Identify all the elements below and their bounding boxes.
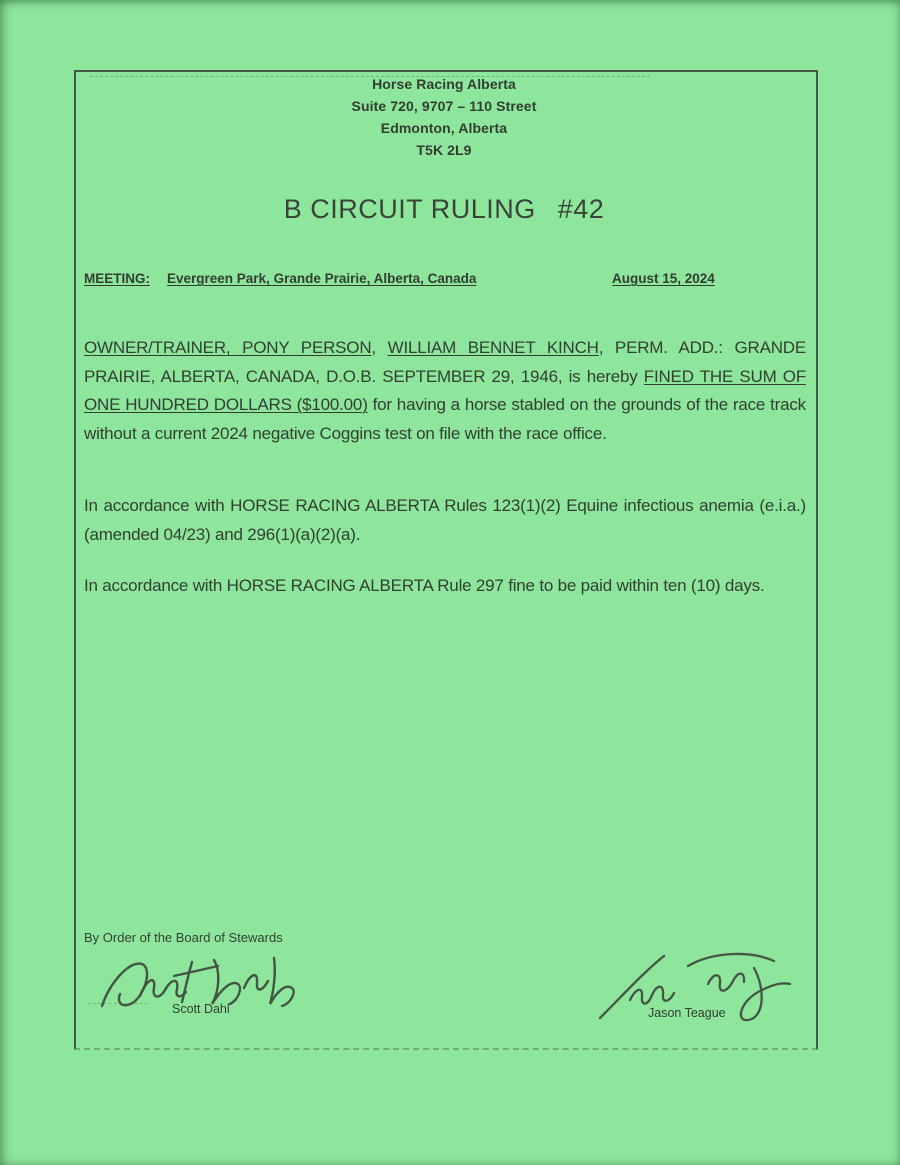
text-segment: , PERM. ADD.: GRANDE PRAIRIE, ALBERTA, CANADA, D.O.B. SEPTEMBER 29, 1946, is hereby <box>84 338 807 386</box>
letterhead-postal-code: T5K 2L9 <box>416 142 472 158</box>
letterhead-city: Edmonton, Alberta <box>380 120 508 136</box>
text-segment: for having a horse stabled on the grounds of the race track without a current 2024 negative Coggins test on file with the race office. <box>84 395 806 443</box>
ruling-paragraph-2: In accordance with HORSE RACING ALBERTA Rules 123(1)(2) Equine infectious anemia (e.i.a.) (amended 04/23) and 296(1)(a)(2)(a). <box>84 496 806 544</box>
document-title-text: B CIRCUIT RULING <box>283 194 536 224</box>
meeting-location: Evergreen Park, Grande Prairie, Alberta, Canada <box>167 271 477 286</box>
document-title <box>74 194 814 225</box>
steward-name: Jason Teague <box>648 1006 726 1020</box>
text-segment-underlined: OWNER/TRAINER, PONY PERSON <box>84 338 372 357</box>
meeting-date: August 15, 2024 <box>612 271 715 286</box>
by-order-note: By Order of the Board of Stewards <box>84 930 283 945</box>
fine-amount-underlined: FINED THE SUM OF ONE HUNDRED DOLLARS ($100.00) <box>84 366 806 414</box>
steward-signature-block <box>96 948 346 1018</box>
ruling-number: #42 <box>557 194 605 224</box>
person-name-underlined: WILLIAM BENNET KINCH <box>387 338 599 357</box>
meeting-row <box>0 271 900 293</box>
ruling-paragraph-3: In accordance with HORSE RACING ALBERTA Rule 297 fine to be paid within ten (10) days. <box>84 576 765 595</box>
letterhead-org-name: Horse Racing Alberta <box>372 76 516 92</box>
letterhead-address: Suite 720, 9707 – 110 Street <box>351 98 537 114</box>
text-segment: , <box>371 338 388 357</box>
steward-signature-block <box>596 942 806 1026</box>
meeting-label: MEETING: <box>84 271 150 286</box>
steward-name: Scott Dahl <box>172 1002 230 1016</box>
ruling-paragraph-1 <box>84 334 806 448</box>
letterhead <box>74 73 814 161</box>
